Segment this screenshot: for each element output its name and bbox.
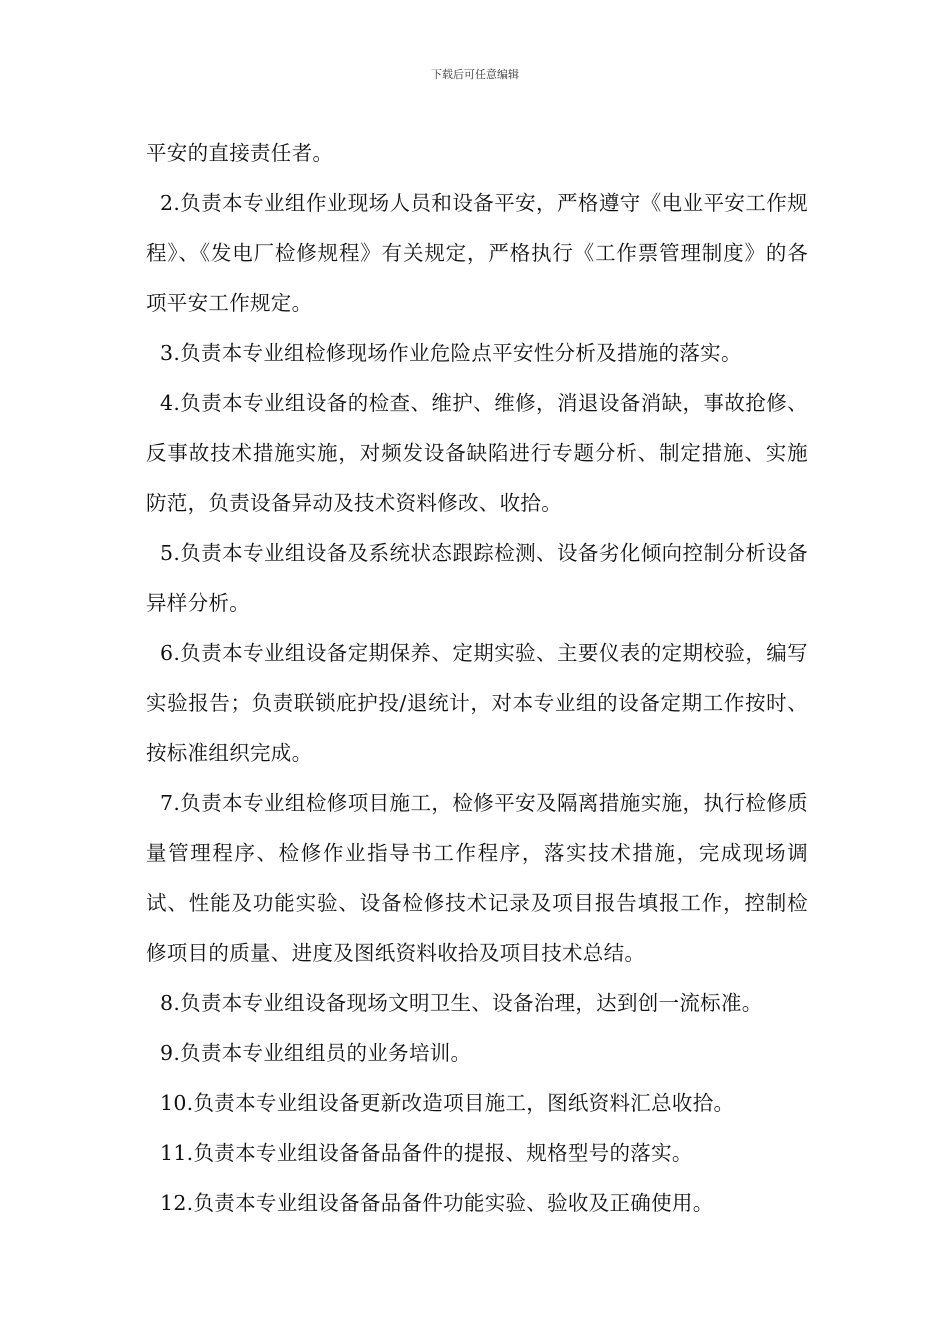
paragraph-item-5: 5.负责本专业组设备及系统状态跟踪检测、设备劣化倾向控制分析设备异样分析。 [146,541,808,615]
paragraph-item-9: 9.负责本专业组组员的业务培训。 [160,1041,472,1065]
paragraph-item-6: 6.负责本专业组设备定期保养、定期实验、主要仪表的定期校验，编写实验报告；负责联锁庇护投/退统计，对本专业组的设备定期工作按时、按标准组织完成。 [146,641,808,765]
paragraph-continuation: 平安的直接责任者。 [146,141,334,165]
paragraph-item-2: 2.负责本专业组作业现场人员和设备平安，严格遵守《电业平安工作规程》、《发电厂检修规程》有关规定，严格执行《工作票管理制度》的各项平安工作规定。 [146,191,808,315]
paragraph-item-10: 10.负责本专业组设备更新改造项目施工，图纸资料汇总收拾。 [160,1091,735,1115]
paragraph-item-8: 8.负责本专业组设备现场文明卫生、设备治理，达到创一流标准。 [160,991,763,1015]
document-body [146,128,808,1228]
paragraph-item-12: 12.负责本专业组设备备品备件功能实验、验收及正确使用。 [160,1191,714,1215]
paragraph-item-11: 11.负责本专业组设备备品备件的提报、规格型号的落实。 [160,1141,693,1165]
page-header-note: 下载后可任意编辑 [431,68,519,81]
paragraph-item-4: 4.负责本专业组设备的检查、维护、维修，消退设备消缺，事故抢修、反事故技术措施实施，对频发设备缺陷进行专题分析、制定措施、实施防范，负责设备异动及技术资料修改、收拾。 [146,391,808,515]
paragraph-item-3: 3.负责本专业组检修现场作业危险点平安性分析及措施的落实。 [160,341,742,365]
paragraph-item-7: 7.负责本专业组检修项目施工，检修平安及隔离措施实施，执行检修质量管理程序、检修作业指导书工作程序，落实技术措施，完成现场调试、性能及功能实验、设备检修技术记录及项目报告填报工作，控制检修项目的质量、进度及图纸资料收拾及项目技术总结。 [146,791,808,965]
